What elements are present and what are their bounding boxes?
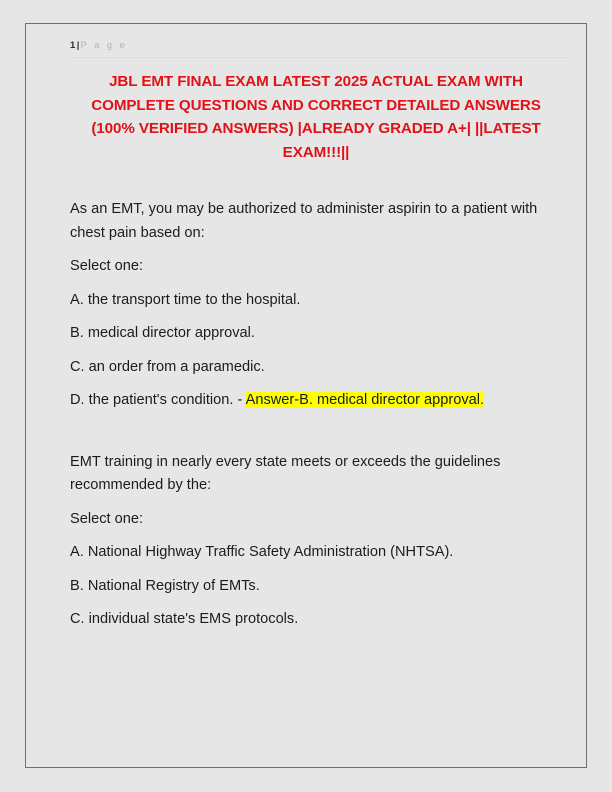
- spacer: [70, 346, 562, 356]
- spacer: [70, 565, 562, 575]
- spacer: [70, 531, 562, 541]
- question-2-option-c: C. individual state's EMS protocols.: [70, 611, 299, 627]
- question-1-option-c: C. an order from a paramedic.: [70, 358, 265, 375]
- question-1-option-d-with-answer: [70, 389, 562, 413]
- spacer-after-title: [70, 164, 562, 198]
- question-1-option-a: A. the transport time to the hospital.: [70, 291, 301, 308]
- page-header-separator: |: [76, 40, 80, 51]
- spacer: [70, 312, 562, 322]
- spacer: [70, 498, 562, 508]
- spacer: [70, 598, 562, 608]
- document-page: [25, 23, 587, 768]
- header-divider: [70, 57, 570, 58]
- question-1-select-prompt: Select one:: [70, 258, 144, 274]
- document-content: [70, 70, 562, 632]
- question-1-stem: As an EMT, you may be authorized to administer aspirin to a patient with chest pain based on:: [70, 201, 538, 241]
- question-1-answer-highlight: Answer-B. medical director approval.: [245, 392, 485, 408]
- question-2-select-prompt: Select one:: [70, 510, 144, 527]
- spacer: [70, 279, 562, 289]
- page-header: [70, 35, 570, 57]
- document-title: JBL EMT FINAL EXAM LATEST 2025 ACTUAL EXAM WITH COMPLETE QUESTIONS AND CORRECT DETAILED ANSWERS (100% VERIFIED ANSWERS) |ALREADY GRADED A+| ||LATEST EXAM!!!||: [91, 73, 541, 161]
- page-header-label: P a g e: [80, 40, 128, 51]
- spacer: [70, 245, 562, 255]
- question-1-option-d-text: D. the patient's condition. -: [70, 392, 246, 408]
- question-2-option-b: B. National Registry of EMTs.: [70, 577, 260, 594]
- page-number: 1: [70, 40, 76, 51]
- spacer: [70, 379, 562, 389]
- question-2-option-a: A. National Highway Traffic Safety Administration (NHTSA).: [70, 544, 454, 560]
- question-2-stem: EMT training in nearly every state meets or exceeds the guidelines recommended by the:: [70, 453, 501, 493]
- spacer-between-questions: [70, 413, 562, 451]
- question-1-option-b: B. medical director approval.: [70, 325, 255, 341]
